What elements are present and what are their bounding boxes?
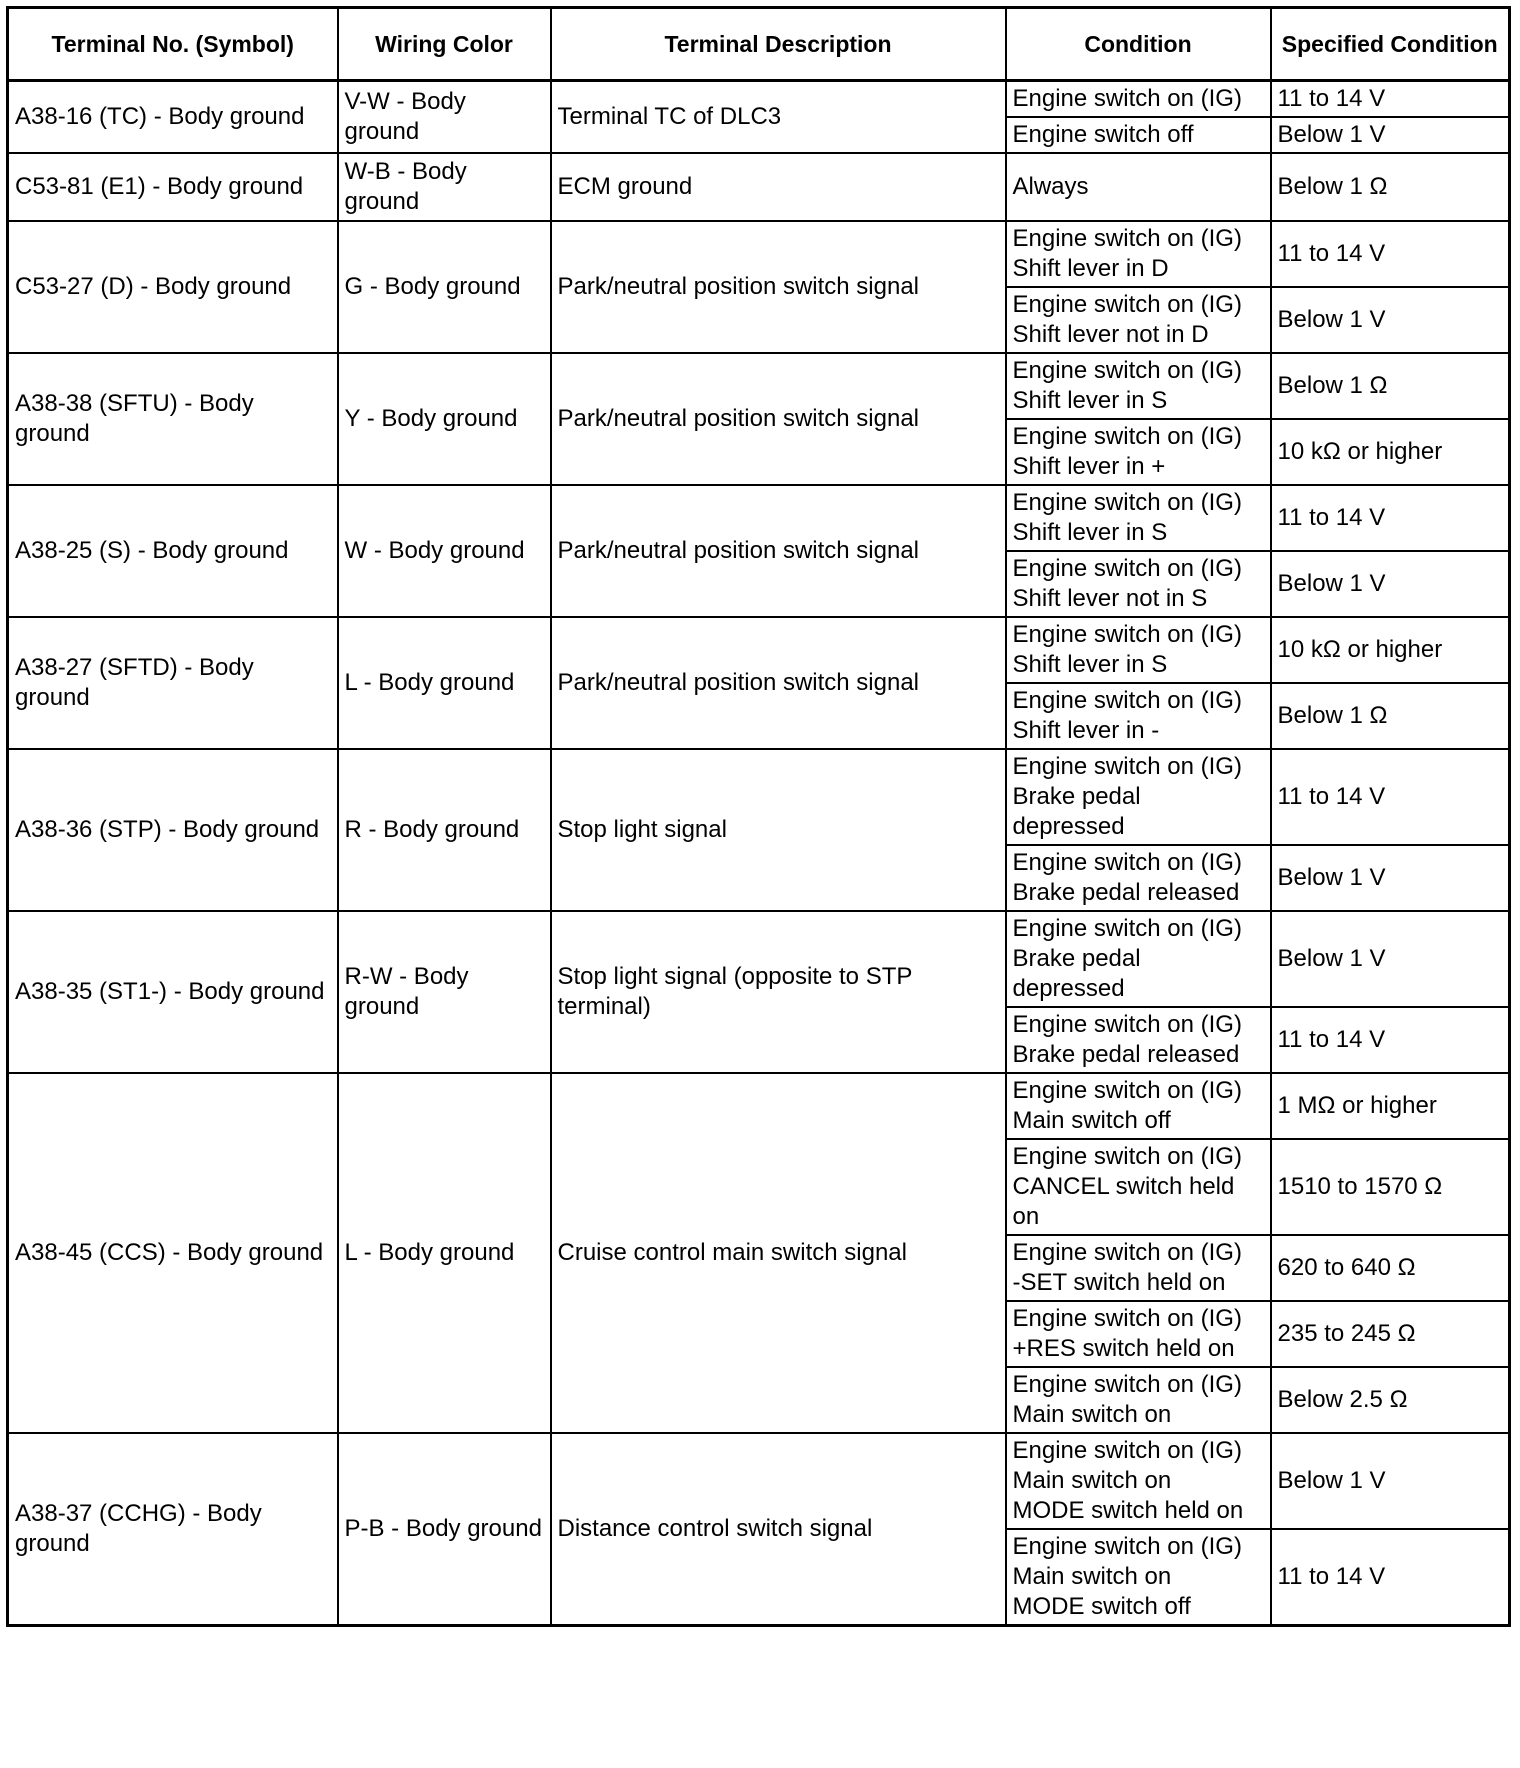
specified-condition-cell: Below 1 V	[1271, 287, 1510, 353]
specified-condition-cell: Below 1 Ω	[1271, 683, 1510, 749]
terminal-description-cell: Stop light signal (opposite to STP terminal)	[551, 911, 1006, 1073]
terminal-cell: A38-25 (S) - Body ground	[8, 485, 338, 617]
specified-condition-cell: 11 to 14 V	[1271, 221, 1510, 287]
condition-cell: Engine switch on (IG) Main switch off	[1006, 1073, 1271, 1139]
specified-condition-cell: Below 1 V	[1271, 845, 1510, 911]
specified-condition-cell: Below 1 V	[1271, 551, 1510, 617]
header-condition: Condition	[1006, 8, 1271, 81]
condition-cell: Engine switch on (IG) Brake pedal depressed	[1006, 749, 1271, 845]
terminal-cell: A38-27 (SFTD) - Body ground	[8, 617, 338, 749]
terminal-spec-table	[6, 6, 1511, 1627]
specified-condition-cell: Below 2.5 Ω	[1271, 1367, 1510, 1433]
table-row	[8, 221, 1510, 287]
terminal-description-cell: Distance control switch signal	[551, 1433, 1006, 1626]
condition-cell: Engine switch on (IG) Main switch on MODE switch off	[1006, 1529, 1271, 1626]
table-row	[8, 81, 1510, 118]
condition-cell: Engine switch on (IG) Shift lever in D	[1006, 221, 1271, 287]
condition-cell: Engine switch off	[1006, 117, 1271, 153]
condition-cell: Engine switch on (IG) Shift lever in S	[1006, 617, 1271, 683]
condition-cell: Engine switch on (IG) Brake pedal released	[1006, 845, 1271, 911]
terminal-description-cell: Stop light signal	[551, 749, 1006, 911]
specified-condition-cell: 11 to 14 V	[1271, 485, 1510, 551]
table-row	[8, 153, 1510, 221]
terminal-description-cell: ECM ground	[551, 153, 1006, 221]
table-row	[8, 353, 1510, 419]
wiring-color-cell: V-W - Body ground	[338, 81, 551, 154]
header-wiring-color: Wiring Color	[338, 8, 551, 81]
terminal-description-cell: Cruise control main switch signal	[551, 1073, 1006, 1433]
specified-condition-cell: 620 to 640 Ω	[1271, 1235, 1510, 1301]
table-body	[8, 81, 1510, 1626]
specified-condition-cell: 1 MΩ or higher	[1271, 1073, 1510, 1139]
table-container	[6, 6, 1511, 1627]
condition-cell: Engine switch on (IG) CANCEL switch held on	[1006, 1139, 1271, 1235]
terminal-cell: C53-81 (E1) - Body ground	[8, 153, 338, 221]
terminal-cell: A38-36 (STP) - Body ground	[8, 749, 338, 911]
header-specified-condition: Specified Condition	[1271, 8, 1510, 81]
condition-cell: Always	[1006, 153, 1271, 221]
terminal-description-cell: Park/neutral position switch signal	[551, 617, 1006, 749]
terminal-cell: A38-16 (TC) - Body ground	[8, 81, 338, 154]
condition-cell: Engine switch on (IG) Shift lever in -	[1006, 683, 1271, 749]
terminal-description-cell: Park/neutral position switch signal	[551, 485, 1006, 617]
terminal-description-cell: Terminal TC of DLC3	[551, 81, 1006, 154]
condition-cell: Engine switch on (IG) Main switch on	[1006, 1367, 1271, 1433]
terminal-description-cell: Park/neutral position switch signal	[551, 353, 1006, 485]
table-row	[8, 1073, 1510, 1139]
header-terminal: Terminal No. (Symbol)	[8, 8, 338, 81]
condition-cell: Engine switch on (IG) Main switch on MODE switch held on	[1006, 1433, 1271, 1529]
specified-condition-cell: 10 kΩ or higher	[1271, 617, 1510, 683]
specified-condition-cell: Below 1 V	[1271, 117, 1510, 153]
table-row	[8, 749, 1510, 845]
specified-condition-cell: Below 1 Ω	[1271, 153, 1510, 221]
terminal-cell: A38-38 (SFTU) - Body ground	[8, 353, 338, 485]
wiring-color-cell: R - Body ground	[338, 749, 551, 911]
condition-cell: Engine switch on (IG)	[1006, 81, 1271, 118]
condition-cell: Engine switch on (IG) Shift lever not in S	[1006, 551, 1271, 617]
terminal-cell: C53-27 (D) - Body ground	[8, 221, 338, 353]
specified-condition-cell: 11 to 14 V	[1271, 1529, 1510, 1626]
specified-condition-cell: Below 1 V	[1271, 1433, 1510, 1529]
table-row	[8, 911, 1510, 1007]
specified-condition-cell: 11 to 14 V	[1271, 1007, 1510, 1073]
specified-condition-cell: 1510 to 1570 Ω	[1271, 1139, 1510, 1235]
wiring-color-cell: L - Body ground	[338, 1073, 551, 1433]
wiring-color-cell: W-B - Body ground	[338, 153, 551, 221]
condition-cell: Engine switch on (IG) -SET switch held on	[1006, 1235, 1271, 1301]
specified-condition-cell: 11 to 14 V	[1271, 749, 1510, 845]
header-terminal-description: Terminal Description	[551, 8, 1006, 81]
terminal-cell: A38-37 (CCHG) - Body ground	[8, 1433, 338, 1626]
condition-cell: Engine switch on (IG) Brake pedal released	[1006, 1007, 1271, 1073]
specified-condition-cell: 10 kΩ or higher	[1271, 419, 1510, 485]
table-row	[8, 1433, 1510, 1529]
condition-cell: Engine switch on (IG) Shift lever in S	[1006, 353, 1271, 419]
specified-condition-cell: Below 1 V	[1271, 911, 1510, 1007]
terminal-description-cell: Park/neutral position switch signal	[551, 221, 1006, 353]
terminal-cell: A38-35 (ST1-) - Body ground	[8, 911, 338, 1073]
wiring-color-cell: W - Body ground	[338, 485, 551, 617]
wiring-color-cell: R-W - Body ground	[338, 911, 551, 1073]
condition-cell: Engine switch on (IG) Shift lever in +	[1006, 419, 1271, 485]
wiring-color-cell: Y - Body ground	[338, 353, 551, 485]
wiring-color-cell: G - Body ground	[338, 221, 551, 353]
condition-cell: Engine switch on (IG) +RES switch held on	[1006, 1301, 1271, 1367]
terminal-cell: A38-45 (CCS) - Body ground	[8, 1073, 338, 1433]
table-row	[8, 617, 1510, 683]
condition-cell: Engine switch on (IG) Brake pedal depressed	[1006, 911, 1271, 1007]
wiring-color-cell: L - Body ground	[338, 617, 551, 749]
condition-cell: Engine switch on (IG) Shift lever not in D	[1006, 287, 1271, 353]
specified-condition-cell: Below 1 Ω	[1271, 353, 1510, 419]
header-row	[8, 8, 1510, 81]
specified-condition-cell: 235 to 245 Ω	[1271, 1301, 1510, 1367]
specified-condition-cell: 11 to 14 V	[1271, 81, 1510, 118]
condition-cell: Engine switch on (IG) Shift lever in S	[1006, 485, 1271, 551]
wiring-color-cell: P-B - Body ground	[338, 1433, 551, 1626]
table-row	[8, 485, 1510, 551]
